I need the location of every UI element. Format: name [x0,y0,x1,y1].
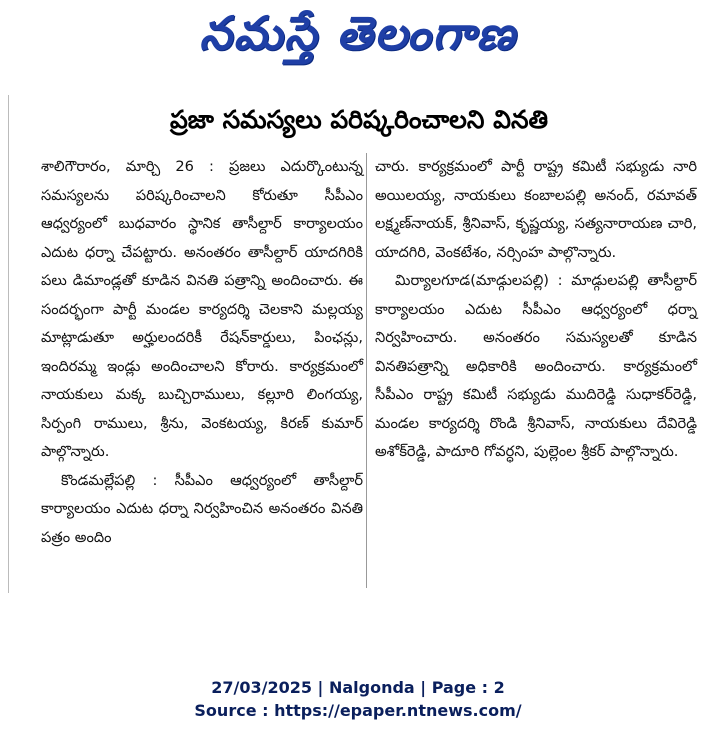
article-headline: ప్రజా సమస్యలు పరిష్కరించాలని వినతి [169,105,549,134]
article-paragraph: చారు. కార్యక్రమంలో పార్టీ రాష్ట్ర కమిటీ సభ్యుడు నారి అయిలయ్య, నాయకులు కంబాలపల్లి అనంద్, రమావత్ లక్ష్మణ్‌నాయక్, శ్రీనివాస్, కృష్ణయ్య, సత్యనారాయణ చారి, యాదగిరి, వెంకటేశం, నర్సింహ పాల్గొన్నారు. [375,158,697,261]
article-left-column [41,153,363,552]
article-paragraph: కొండమల్లేపల్లి : సీపీఎం ఆధ్వర్యంలో తాసీల్దార్ కార్యాలయం ఎదుట ధర్నా నిర్వహించిన అనంతరం వినతి పత్రం అందిం [41,471,363,546]
footer-date-edition: 27/03/2025 | Nalgonda | Page : 2 [211,678,505,697]
news-clipping [8,95,709,593]
footer-source-link[interactable]: Source : https://epaper.ntnews.com/ [194,701,522,720]
article-right-column [375,153,697,467]
article-paragraph: మిర్యాలగూడ(మాడ్గులపల్లి) : మాడ్గులపల్లి తాసీల్దార్ కార్యాలయం ఎదుట సీపీఎం ఆధ్వర్యంలో ధర్నా నిర్వహించారు. అనంతరం సమస్యలతో కూడిన వినతిపత్రాన్ని అధికారికి అందించారు. కార్యక్రమంలో సీపీఎం రాష్ట్ర కమిటీ సభ్యుడు ముదిరెడ్డి సుధాకర్‌రెడ్డి, మండల కార్యదర్శి రొండి శ్రీనివాస్, నాయకులు దేవిరెడ్డి అశోక్‌రెడ్డి, పాదూరి గోవర్ధని, పుల్లెంల శ్రీకర్ పాల్గొన్నారు. [375,272,697,460]
column-divider [366,153,367,588]
article-paragraph: శాలిగౌరారం, మార్చి 26 : ప్రజలు ఎదుర్కొంటున్న సమస్యలను పరిష్కరించాలని కోరుతూ సీపీఎం ఆధ్వర్యంలో బుధవారం స్థానిక తాసీల్దార్ కార్యాలయం ఎదుట ధర్నా చేపట్టారు. అనంతరం తాసీల్దార్ యాదగిరికి పలు డిమాండ్లతో కూడిన వినతి పత్రాన్ని అందించారు. ఈ సందర్భంగా పార్టీ మండల కార్యదర్శి చెలకాని మల్లయ్య మాట్లాడుతూ అర్హులందరికీ రేషన్‌కార్డులు, పింఛన్లు, ఇందిరమ్మ ఇండ్లు అందించాలని కోరారు. కార్యక్రమంలో నాయకులు మక్క బుచ్చిరాములు, కల్లూరి లింగయ్య, సిర్పంగి రాములు, శ్రీను, వెంకటయ్య, కిరణ్ కుమార్ పాల్గొన్నారు. [41,158,363,460]
newspaper-masthead: నమస్తే తెలంగాణ [199,6,517,60]
